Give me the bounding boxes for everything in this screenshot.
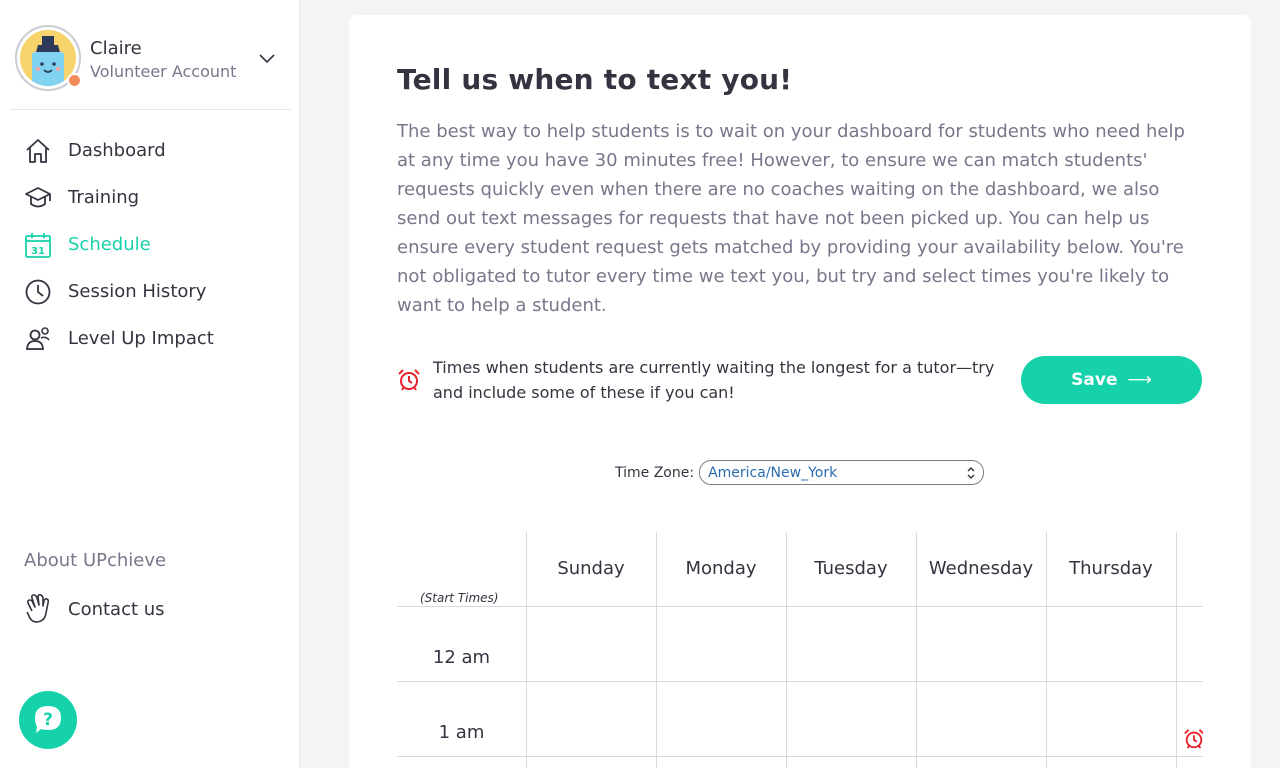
profile-header[interactable] [10,0,291,110]
intro-text: The best way to help students is to wait on your dashboard for students who need help at any time you have 30 minutes free! However, to ensure we can match students' requests quickly even when there are no coaches waiting on the dashboard, we also send out text messages for requests that have not been picked up. You can help us ensure every student request gets matched by providing your availability below. You're not obligated to tutor every time we text you, but try and select times you're likely to want to help a student. [397,121,1185,316]
time-slot-cell[interactable] [1177,607,1203,681]
time-slot-cell[interactable] [657,607,786,681]
sidebar [0,0,300,768]
start-times-label: (Start Times) [420,591,499,605]
alarm-clock-icon [1183,728,1203,750]
alarm-clock-icon [397,368,421,392]
waving-hand-icon [24,595,52,623]
profile-name: Claire [90,38,142,59]
time-label: 12 am [432,647,491,668]
calendar-day: 31 [31,245,45,257]
time-label: 1 am [438,722,485,743]
timezone-select[interactable] [699,460,984,485]
sidebar-item-training[interactable] [0,174,300,221]
legend [397,355,1017,405]
grid-divider [397,756,1203,757]
chevron-down-icon[interactable] [257,48,277,68]
graduation-cap-icon [24,184,52,212]
time-slot-cell[interactable] [657,682,786,756]
day-header-wednesday: Wednesday [928,558,1034,579]
day-header-sunday: Sunday [557,558,625,579]
schedule-card [349,15,1251,768]
about-link[interactable]: About UPchieve [24,550,167,571]
clock-icon [24,278,52,306]
sidebar-item-schedule[interactable] [0,221,300,268]
home-icon [24,137,52,165]
contact-us-link[interactable] [24,591,165,627]
sidebar-item-label: Session History [68,281,207,302]
sidebar-item-level-up-impact[interactable] [0,315,300,362]
arrow-right-icon: ⟶ [1127,370,1152,390]
svg-text:?: ? [43,710,53,730]
sidebar-item-label: Dashboard [68,140,166,161]
time-slot-cell[interactable] [917,682,1046,756]
time-slot-cell[interactable] [787,607,916,681]
timezone-label: Time Zone: [615,464,695,481]
page-title: Tell us when to text you! [397,63,793,96]
sidebar-item-label: Level Up Impact [68,328,214,349]
time-slot-cell[interactable] [917,607,1046,681]
time-slot-cell[interactable] [787,682,916,756]
sidebar-item-session-history[interactable] [0,268,300,315]
avatar [15,25,81,91]
schedule-grid [397,532,1203,768]
time-slot-cell[interactable] [1047,607,1176,681]
sidebar-nav [0,127,300,362]
sidebar-item-label: Training [68,187,140,208]
time-slot-cell[interactable] [527,682,656,756]
users-icon [24,325,52,353]
status-dot [67,73,82,88]
time-slot-cell[interactable] [527,607,656,681]
legend-text: Times when students are currently waiting the longest for a tutor—try and include some of these if you can! [433,358,995,402]
sidebar-item-label: Schedule [68,234,151,255]
timezone-row [615,460,984,485]
save-button[interactable] [1021,356,1202,404]
contact-label: Contact us [68,598,165,620]
profile-role: Volunteer Account [90,62,237,81]
day-header-tuesday: Tuesday [814,558,888,579]
sidebar-item-dashboard[interactable] [0,127,300,174]
day-header-monday: Monday [685,558,757,579]
help-icon [30,702,66,738]
time-slot-cell[interactable] [1047,682,1176,756]
timezone-value: America/New_York [708,464,838,481]
day-header-thursday: Thursday [1069,558,1153,579]
save-label: Save [1071,370,1118,390]
help-button[interactable] [19,691,77,749]
select-arrows-icon [966,466,976,480]
calendar-icon [24,231,52,259]
